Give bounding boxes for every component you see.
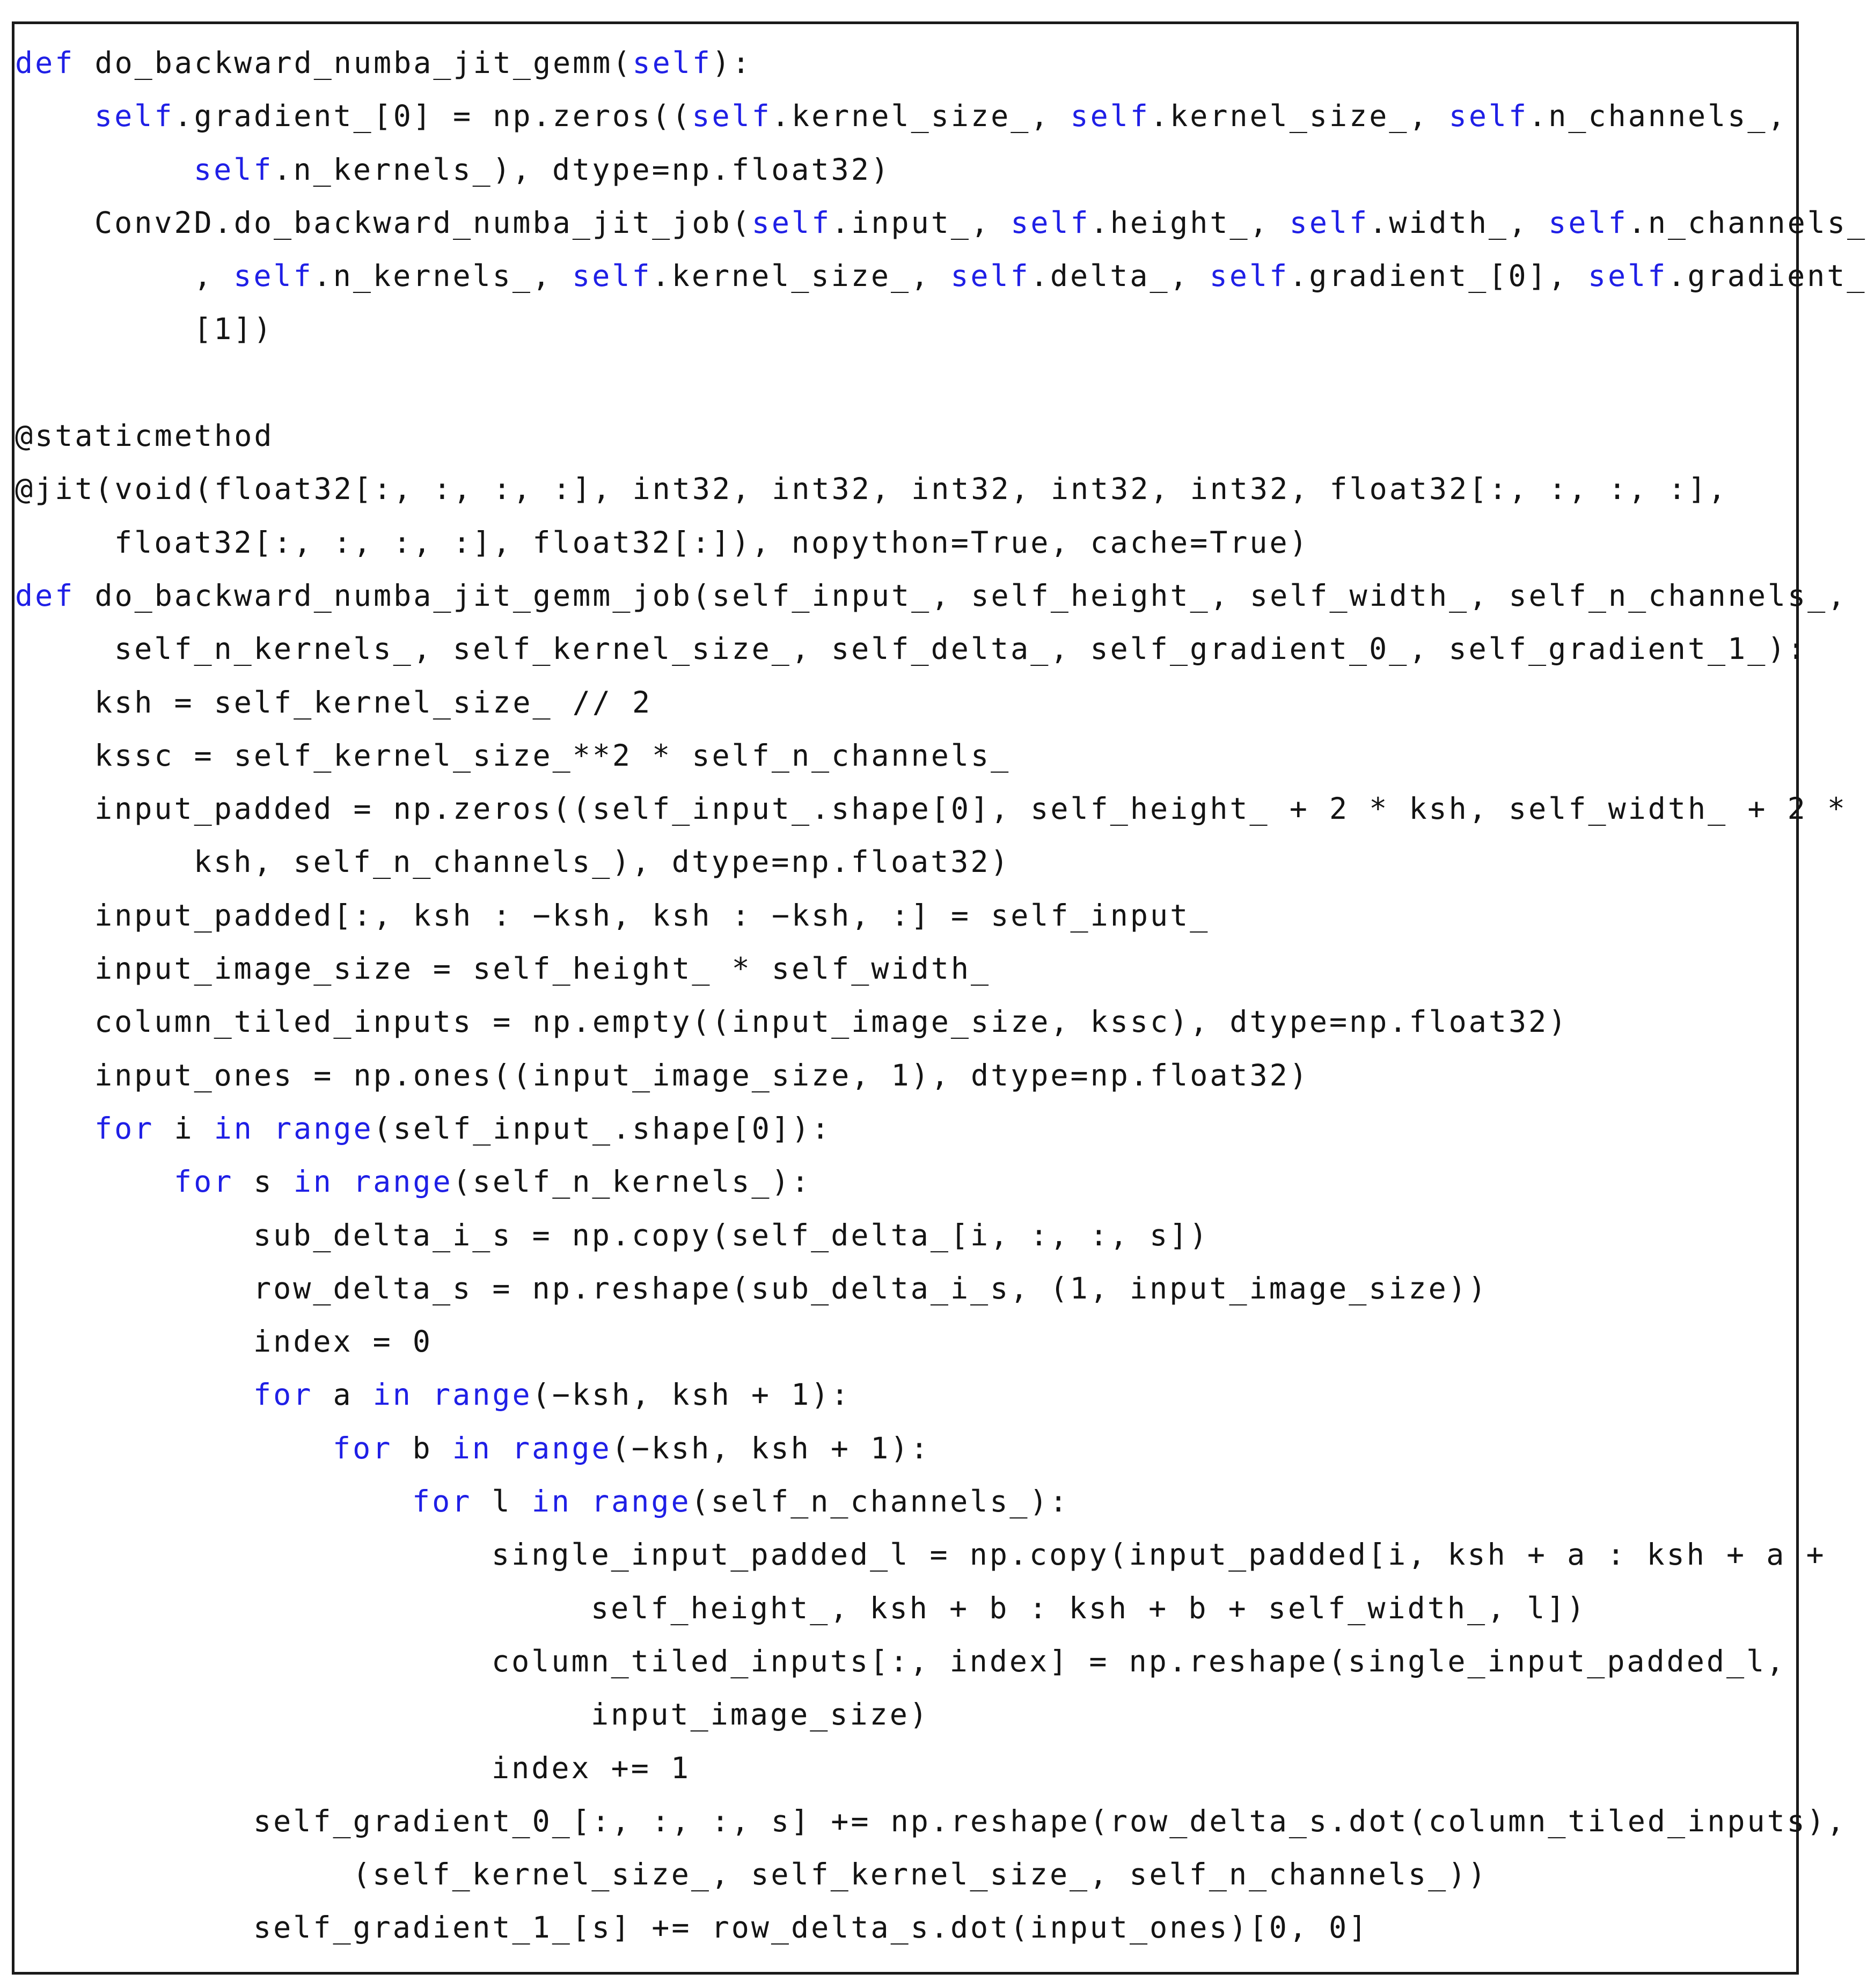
- code-text: ):: [712, 46, 752, 80]
- code-line: [15, 1102, 1867, 1155]
- code-text: do_backward_numba_jit_gemm_job(self_input_, self_height_, self_width_, self_n_channels_,: [75, 578, 1848, 613]
- code-text: .gradient_[0],: [1289, 259, 1588, 294]
- code-keyword: self: [194, 152, 274, 187]
- code-text: [1]): [194, 312, 274, 347]
- code-text: .height_,: [1090, 205, 1290, 240]
- code-text: i: [154, 1111, 214, 1146]
- code-line: [15, 1422, 1867, 1475]
- code-line: [15, 835, 1867, 889]
- code-text: (self_n_kernels_):: [452, 1164, 811, 1199]
- code-text: .n_kernels_), dtype=np.float32): [273, 152, 891, 187]
- code-text: s: [233, 1164, 294, 1199]
- code-text: ksh, self_n_channels_), dtype=np.float32): [194, 845, 1011, 879]
- code-text: .input_,: [831, 205, 1011, 240]
- code-line: [15, 1528, 1867, 1581]
- code-line: [15, 995, 1867, 1048]
- code-keyword: self: [1070, 99, 1150, 134]
- code-keyword: range: [274, 1111, 374, 1146]
- code-keyword: self: [1209, 259, 1290, 294]
- code-keyword: self: [632, 46, 712, 80]
- code-text: .delta_,: [1030, 259, 1210, 294]
- code-line: [15, 1315, 1867, 1368]
- code-keyword: self: [1587, 259, 1668, 294]
- code-keyword: def: [15, 578, 75, 613]
- code-text: input_padded[:, ksh : −ksh, ksh : −ksh, :] = self_input_: [94, 898, 1210, 933]
- code-text: input_image_size): [591, 1697, 929, 1732]
- code-listing: [15, 36, 1867, 1955]
- code-text: @staticmethod: [15, 419, 274, 453]
- code-line: [15, 569, 1867, 622]
- code-text: (self_n_channels_):: [691, 1484, 1070, 1519]
- code-keyword: self: [1011, 205, 1090, 240]
- code-text: input_ones = np.ones((input_image_size, 1), dtype=np.float32): [94, 1058, 1309, 1092]
- code-text: Conv2D.do_backward_numba_jit_job(: [94, 205, 752, 240]
- code-text: a: [313, 1377, 373, 1412]
- code-text: (−ksh, ksh + 1):: [611, 1431, 931, 1465]
- code-text: [492, 1431, 512, 1465]
- code-keyword: self: [1448, 99, 1529, 134]
- code-line: [15, 942, 1867, 995]
- code-text: [333, 1164, 353, 1199]
- code-line: [15, 1795, 1867, 1848]
- code-text: sub_delta_i_s = np.copy(self_delta_[i, :, :, s]): [253, 1217, 1210, 1252]
- code-text: .kernel_size_,: [651, 259, 951, 294]
- code-line: [15, 1688, 1867, 1741]
- code-text: @jit(void(float32[:, :, :, :], int32, int32, int32, int32, int32, float32[:, :, :, :],: [15, 472, 1728, 507]
- code-keyword: for: [253, 1377, 313, 1412]
- code-keyword: self: [94, 99, 174, 134]
- code-text: b: [392, 1431, 452, 1465]
- code-text: .n_kernels_,: [313, 259, 573, 294]
- code-line: [15, 1209, 1867, 1262]
- code-keyword: self: [1548, 205, 1628, 240]
- code-line: [15, 250, 1867, 303]
- code-text: .width_,: [1369, 205, 1549, 240]
- code-text: [254, 1111, 274, 1146]
- code-text: ksh = self_kernel_size_ // 2: [94, 685, 653, 720]
- code-text: .gradient_[0] = np.zeros((: [174, 99, 692, 134]
- code-line: [15, 1262, 1867, 1315]
- code-text: .kernel_size_,: [771, 99, 1071, 134]
- code-keyword: in: [452, 1431, 492, 1465]
- code-line: [15, 676, 1867, 729]
- code-line: [15, 622, 1867, 676]
- code-text: ,: [194, 259, 234, 294]
- code-line: [15, 1475, 1867, 1528]
- code-text: .n_channels_: [1628, 205, 1867, 240]
- code-text: .gradient_: [1667, 259, 1867, 294]
- code-keyword: self: [950, 259, 1030, 294]
- code-line: [15, 1368, 1867, 1421]
- code-line: [15, 1155, 1867, 1208]
- code-text: do_backward_numba_jit_gemm(: [75, 46, 633, 80]
- code-keyword: in: [372, 1377, 413, 1412]
- code-keyword: range: [433, 1377, 532, 1412]
- code-line: [15, 463, 1867, 516]
- code-text: self_gradient_0_[:, :, :, s] += np.reshape(row_delta_s.dot(column_tiled_inputs),: [253, 1803, 1847, 1838]
- code-text: index = 0: [253, 1324, 433, 1359]
- code-keyword: for: [412, 1484, 472, 1519]
- code-keyword: range: [353, 1164, 453, 1199]
- code-keyword: range: [591, 1484, 691, 1519]
- code-keyword: self: [233, 259, 313, 294]
- code-keyword: self: [692, 99, 772, 134]
- code-keyword: in: [293, 1164, 333, 1199]
- code-line: [15, 409, 1867, 463]
- code-line: [15, 1901, 1867, 1954]
- code-line: [15, 1635, 1867, 1688]
- code-keyword: for: [333, 1431, 393, 1465]
- code-line: [15, 303, 1867, 356]
- code-text: (self_input_.shape[0]):: [373, 1111, 832, 1146]
- code-line: [15, 196, 1867, 250]
- code-text: kssc = self_kernel_size_**2 * self_n_channels_: [94, 738, 1011, 773]
- code-keyword: for: [174, 1164, 234, 1199]
- code-line: [15, 729, 1867, 782]
- code-line: [15, 1742, 1867, 1795]
- code-line: [15, 143, 1867, 196]
- code-text: column_tiled_inputs = np.empty((input_image_size, kssc), dtype=np.float32): [94, 1004, 1569, 1039]
- code-text: index += 1: [492, 1750, 691, 1785]
- code-text: .n_channels_,: [1528, 99, 1788, 134]
- code-line: [15, 516, 1867, 569]
- code-text: input_image_size = self_height_ * self_width_: [94, 951, 991, 986]
- code-text: float32[:, :, :, :], float32[:]), nopython=True, cache=True): [114, 525, 1309, 560]
- code-text: self_n_kernels_, self_kernel_size_, self_delta_, self_gradient_0_, self_gradient_1_):: [114, 632, 1807, 666]
- code-keyword: in: [531, 1484, 572, 1519]
- code-keyword: self: [1289, 205, 1370, 240]
- code-line: [15, 889, 1867, 942]
- code-keyword: for: [94, 1111, 155, 1146]
- code-text: l: [472, 1484, 532, 1519]
- code-line: [15, 782, 1867, 835]
- code-line: [15, 1582, 1867, 1635]
- code-text: column_tiled_inputs[:, index] = np.reshape(single_input_padded_l,: [492, 1644, 1787, 1678]
- code-text: [572, 1484, 591, 1518]
- code-text: .kernel_size_,: [1150, 99, 1449, 134]
- code-text: [413, 1377, 433, 1412]
- code-text: input_padded = np.zeros((self_input_.shape[0], self_height_ + 2 * ksh, self_width_ + 2 *: [94, 791, 1847, 826]
- code-line: [15, 1848, 1867, 1901]
- code-keyword: in: [214, 1111, 254, 1146]
- code-text: (−ksh, ksh + 1):: [532, 1377, 851, 1412]
- code-text: (self_kernel_size_, self_kernel_size_, self_n_channels_)): [353, 1857, 1488, 1892]
- code-line: [15, 90, 1867, 143]
- code-keyword: self: [751, 205, 832, 240]
- code-keyword: def: [15, 46, 75, 80]
- code-keyword: self: [572, 259, 652, 294]
- code-line: [15, 1049, 1867, 1102]
- code-text: self_height_, ksh + b : ksh + b + self_width_, l]): [591, 1590, 1587, 1625]
- code-line: [15, 36, 1867, 90]
- code-keyword: range: [512, 1431, 612, 1465]
- code-text: self_gradient_1_[s] += row_delta_s.dot(input_ones)[0, 0]: [253, 1910, 1369, 1945]
- code-text: single_input_padded_l = np.copy(input_padded[i, ksh + a : ksh + a +: [492, 1537, 1826, 1572]
- code-line: [15, 356, 1867, 409]
- code-text: row_delta_s = np.reshape(sub_delta_i_s, (1, input_image_size)): [253, 1271, 1488, 1305]
